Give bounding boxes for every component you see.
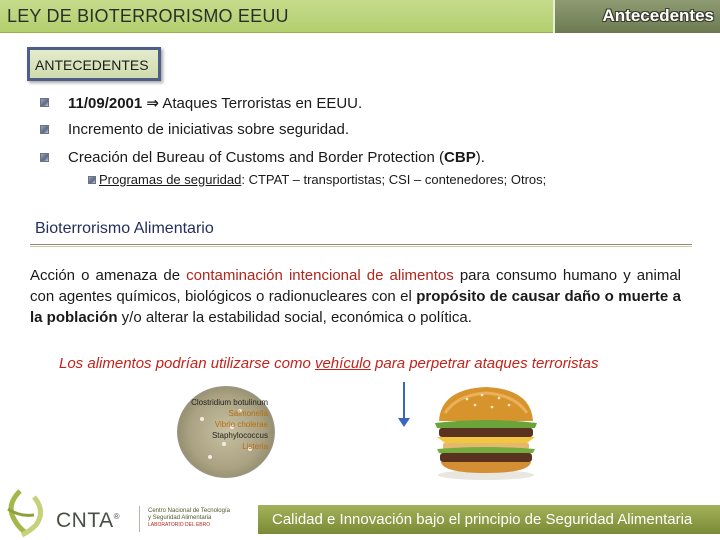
- divider: [30, 246, 692, 247]
- footer-slogan: Calidad e Innovación bajo el principio de Seguridad Alimentaria: [272, 511, 693, 528]
- vehicle-statement: Los alimentos podrían utilizarse como vehículo para perpetrar ataques terroristas: [59, 355, 599, 372]
- bullet-text-end: ).: [475, 149, 485, 166]
- programas-text: : CTPAT – transportistas; CSI – contenedores; Otros;: [241, 172, 547, 187]
- date-text: 11/09/2001: [68, 95, 143, 112]
- programas-label: Programas de seguridad: [99, 172, 242, 187]
- cnta-logo-text: CNTA®: [56, 509, 121, 532]
- bacteria-list: [168, 397, 268, 452]
- antecedentes-box: [27, 47, 161, 81]
- bacteria-label: Staphylococcus: [211, 431, 268, 440]
- centro-text: Centro Nacional de Tecnología y Seguridad Alimentaria LABORATORIO DEL EBRO: [148, 508, 230, 528]
- section-heading: Bioterrorismo Alimentario: [35, 220, 214, 237]
- bacteria-label: Salmonella: [228, 409, 268, 418]
- bullet-square-icon: [40, 125, 49, 134]
- down-arrow-icon: [403, 382, 405, 422]
- divider: [139, 506, 140, 532]
- arrow-head-icon: [398, 418, 410, 427]
- footer-slogan-bar: [258, 505, 720, 534]
- cbp-text: CBP: [444, 149, 476, 166]
- tab-antecedentes[interactable]: [553, 0, 720, 33]
- hamburger-image: [427, 383, 545, 481]
- bacteria-label: Listeria: [242, 442, 268, 451]
- vehiculo-text: vehículo: [314, 355, 371, 372]
- bullet-square-icon: [88, 176, 96, 184]
- bullet-square-icon: [40, 98, 49, 107]
- tab-antecedentes-label: Antecedentes: [602, 6, 714, 25]
- bullet-square-icon: [40, 153, 49, 162]
- arrow-icon: ⇒: [146, 95, 159, 112]
- bullet-text: Creación del Bureau of Customs and Border Protection (: [68, 149, 445, 166]
- bullet-text: Incremento de iniciativas sobre seguridad.: [68, 121, 349, 138]
- antecedentes-label: ANTECEDENTES: [35, 57, 149, 73]
- definition-paragraph: Acción o amenaza de contaminación intencional de alimentos para consumo humano y animal con agentes químicos, biológicos o radionucleares con el propósito de causar daño o muerte a la población y/o alterar la estabilidad social, económica o política.: [30, 267, 681, 326]
- bold-text: propósito de causar daño o muerte a la población: [30, 288, 681, 326]
- header-bar: [0, 0, 720, 33]
- bacteria-label: Clostridium botulinum: [191, 398, 268, 407]
- divider: [30, 244, 692, 245]
- bullet-text: Ataques Terroristas en EEUU.: [162, 95, 363, 112]
- highlight-text: contaminación intencional de alimentos: [186, 267, 454, 284]
- bacteria-label: Vibrio cholerae: [214, 420, 268, 429]
- page-title: LEY DE BIOTERRORISMO EEUU: [7, 6, 289, 26]
